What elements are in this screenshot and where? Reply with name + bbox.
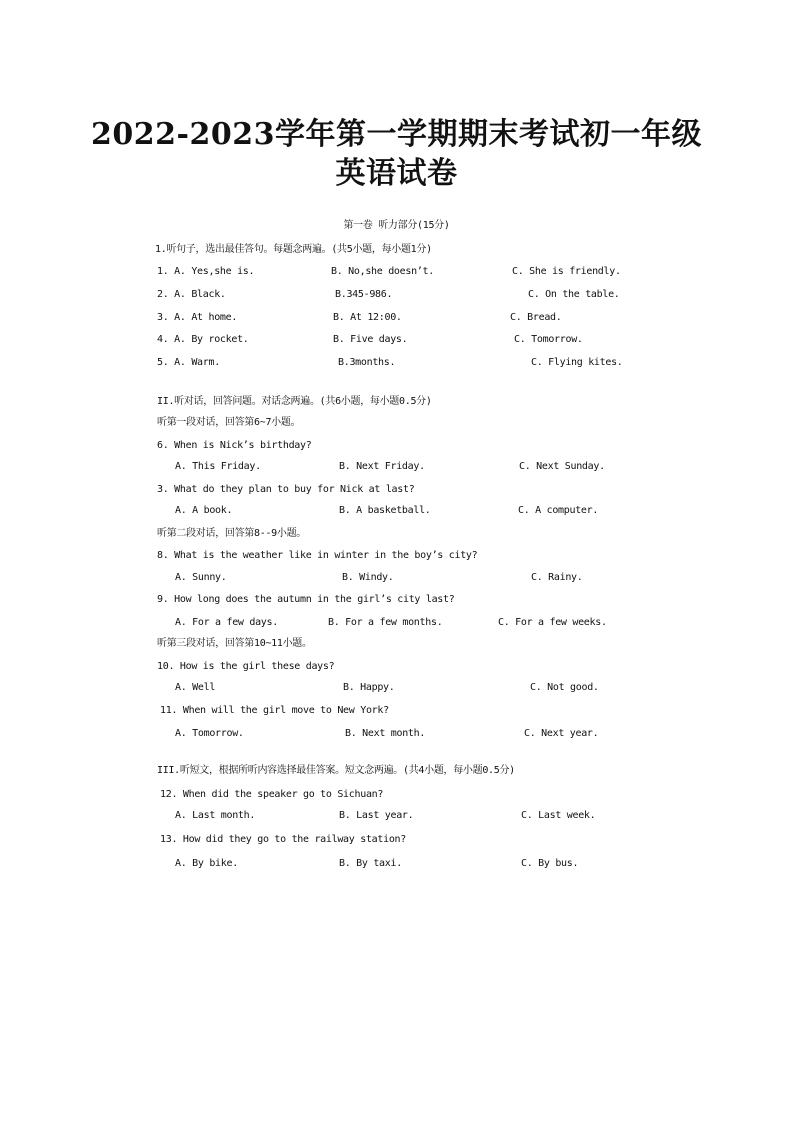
q6-option-b: B. Next Friday. <box>339 461 425 472</box>
q10-option-b: B. Happy. <box>343 682 395 693</box>
q9-option-b: B. For a few months. <box>328 617 443 628</box>
q6-option-a: A. This Friday. <box>175 461 261 472</box>
q9-question: 9. How long does the autumn in the girl’s city last? <box>157 594 455 605</box>
q1-option-b: B. No,she doesn’t. <box>331 266 434 277</box>
section1-heading: 1.听句子，选出最佳答句。每题念两遍。(共5小题，每小题1分) <box>155 244 432 255</box>
q4-option-c: C. Tomorrow. <box>514 334 583 345</box>
q1-option-c: C. She is friendly. <box>512 266 621 277</box>
q13-option-a: A. By bike. <box>175 858 238 869</box>
q6-option-c: C. Next Sunday. <box>519 461 605 472</box>
q3-option-c: C. Bread. <box>510 312 562 323</box>
q7-question: 3. What do they plan to buy for Nick at last? <box>157 484 415 495</box>
part-heading: 第一卷 听力部分(15分) <box>343 220 450 231</box>
q12-option-a: A. Last month. <box>175 810 256 821</box>
q4-option-a: 4. A. By rocket. <box>157 334 249 345</box>
q7-option-a: A. A book. <box>175 505 233 516</box>
q9-option-c: C. For a few weeks. <box>498 617 607 628</box>
q7-option-c: C. A computer. <box>518 505 599 516</box>
section2-sub3: 听第三段对话，回答第10~11小题。 <box>157 638 312 649</box>
q6-question: 6. When is Nick’s birthday? <box>157 440 312 451</box>
q3-option-b: B. At 12:00. <box>333 312 402 323</box>
q13-option-c: C. By bus. <box>521 858 579 869</box>
q10-question: 10. How is the girl these days? <box>157 661 335 672</box>
q10-option-c: C. Not good. <box>530 682 599 693</box>
section3-heading: III.听短文，根据所听内容选择最佳答案。短文念两遍。(共4小题，每小题0.5分) <box>157 765 515 776</box>
q10-option-a: A. Well <box>175 682 216 693</box>
q13-question: 13. How did they go to the railway station? <box>160 834 406 845</box>
q8-question: 8. What is the weather like in winter in the boy’s city? <box>157 550 478 561</box>
q13-option-b: B. By taxi. <box>339 858 402 869</box>
section2-heading: II.听对话，回答问题。对话念两遍。(共6小题，每小题0.5分) <box>157 396 432 407</box>
q8-option-a: A. Sunny. <box>175 572 227 583</box>
section2-sub2: 听第二段对话，回答第8--9小题。 <box>157 528 306 539</box>
q2-option-c: C. On the table. <box>528 289 620 300</box>
section2-sub1: 听第一段对话，回答第6~7小题。 <box>157 417 301 428</box>
q8-option-c: C. Rainy. <box>531 572 583 583</box>
q11-option-c: C. Next year. <box>524 728 599 739</box>
q3-option-a: 3. A. At home. <box>157 312 238 323</box>
q1-option-a: 1. A. Yes,she is. <box>157 266 255 277</box>
q4-option-b: B. Five days. <box>333 334 408 345</box>
q8-option-b: B. Windy. <box>342 572 394 583</box>
q11-question: 11. When will the girl move to New York? <box>160 705 389 716</box>
q7-option-b: B. A basketball. <box>339 505 431 516</box>
q12-option-b: B. Last year. <box>339 810 414 821</box>
q5-option-a: 5. A. Warm. <box>157 357 220 368</box>
q11-option-a: A. Tomorrow. <box>175 728 244 739</box>
exam-title-line1: 2022-2023学年第一学期期末考试初一年级 <box>91 117 702 152</box>
q5-option-b: B.3months. <box>338 357 396 368</box>
q2-option-a: 2. A. Black. <box>157 289 226 300</box>
q12-option-c: C. Last week. <box>521 810 596 821</box>
exam-title-line2: 英语试卷 <box>335 156 458 191</box>
q11-option-b: B. Next month. <box>345 728 426 739</box>
q9-option-a: A. For a few days. <box>175 617 278 628</box>
q5-option-c: C. Flying kites. <box>531 357 623 368</box>
q12-question: 12. When did the speaker go to Sichuan? <box>160 789 384 800</box>
q2-option-b: B.345-986. <box>335 289 393 300</box>
